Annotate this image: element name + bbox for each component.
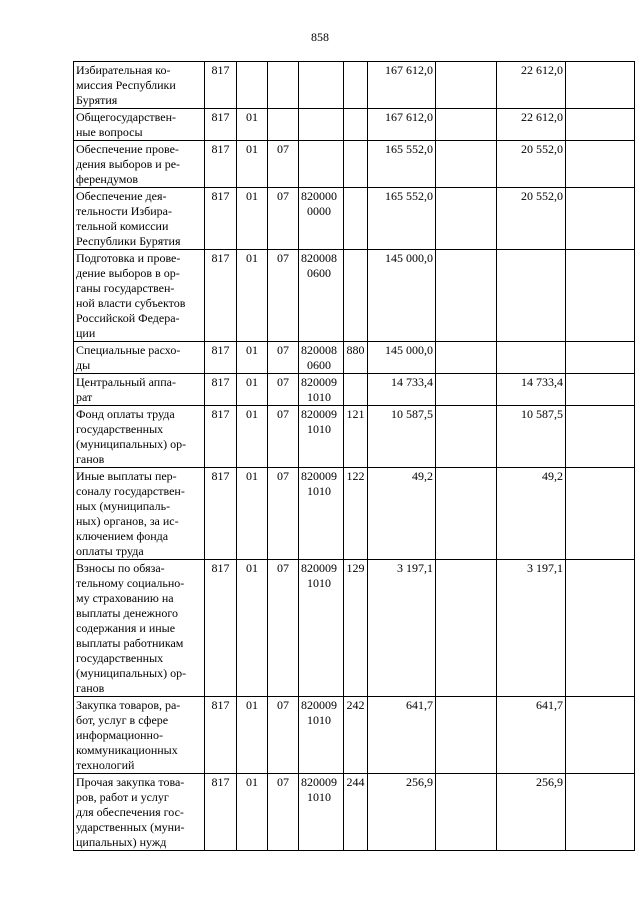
cell-expense-type: 242 — [344, 697, 368, 774]
cell-name-line: Иные выплаты пер- — [76, 469, 177, 483]
cell-amount-4 — [566, 141, 635, 188]
cell-target-article — [299, 109, 344, 141]
cell-amount-1: 256,9 — [368, 774, 436, 851]
cell-section-code: 01 — [237, 250, 268, 342]
cell-amount-4 — [566, 62, 635, 109]
cell-amount-4 — [566, 109, 635, 141]
cell-target-article — [299, 62, 344, 109]
cell-target-article-line: 820000 — [301, 189, 337, 203]
cell-name-line: тельной комиссии — [76, 219, 169, 233]
cell-name-line: ных (муниципаль- — [76, 499, 171, 513]
cell-section-code: 01 — [237, 468, 268, 560]
cell-name-line: технологий — [76, 758, 135, 772]
cell-name — [74, 188, 205, 250]
cell-target-article-line: 1010 — [307, 422, 331, 436]
cell-name-line: Российской Федера- — [76, 311, 180, 325]
cell-name-line: выплаты работникам — [76, 636, 184, 650]
cell-section-code: 01 — [237, 109, 268, 141]
cell-expense-type — [344, 188, 368, 250]
cell-name-line: (муниципальных) ор- — [76, 666, 187, 680]
cell-name-line: Фонд оплаты труда — [76, 407, 175, 421]
cell-name — [74, 560, 205, 697]
cell-section-code — [237, 62, 268, 109]
table-row — [74, 697, 635, 774]
cell-name-line: ной власти субъектов — [76, 296, 186, 310]
cell-target-article-line: 0000 — [307, 204, 331, 218]
cell-amount-4 — [566, 342, 635, 374]
cell-name-line: Обеспечение прове- — [76, 142, 179, 156]
cell-name — [74, 406, 205, 468]
cell-expense-type — [344, 62, 368, 109]
cell-amount-1: 167 612,0 — [368, 109, 436, 141]
cell-name-line: Избирательная ко- — [76, 63, 171, 77]
cell-admin-code: 817 — [205, 560, 237, 697]
cell-amount-4 — [566, 774, 635, 851]
cell-target-article-line: 820009 — [301, 407, 337, 421]
cell-name — [74, 62, 205, 109]
table-row — [74, 188, 635, 250]
cell-amount-2 — [436, 560, 497, 697]
cell-subsection-code: 07 — [268, 774, 299, 851]
cell-amount-2 — [436, 468, 497, 560]
cell-amount-3: 3 197,1 — [497, 560, 566, 697]
cell-name-line: коммуникационных — [76, 743, 178, 757]
cell-name-line: ганы государствен- — [76, 281, 175, 295]
cell-amount-2 — [436, 774, 497, 851]
cell-expense-type — [344, 141, 368, 188]
table-row — [74, 774, 635, 851]
cell-target-article — [299, 342, 344, 374]
cell-expense-type — [344, 374, 368, 406]
cell-amount-3: 22 612,0 — [497, 62, 566, 109]
cell-admin-code: 817 — [205, 250, 237, 342]
cell-subsection-code: 07 — [268, 250, 299, 342]
cell-name-line: ные вопросы — [76, 125, 143, 139]
cell-amount-3 — [497, 250, 566, 342]
cell-name-line: ганов — [76, 452, 105, 466]
cell-expense-type: 122 — [344, 468, 368, 560]
cell-name-line: ров, работ и услуг — [76, 790, 169, 804]
cell-name-line: Прочая закупка това- — [76, 775, 185, 789]
cell-expense-type — [344, 250, 368, 342]
cell-target-article — [299, 374, 344, 406]
cell-subsection-code: 07 — [268, 374, 299, 406]
cell-amount-3: 10 587,5 — [497, 406, 566, 468]
cell-target-article-line: 820009 — [301, 469, 337, 483]
cell-name — [74, 250, 205, 342]
table-body — [74, 62, 635, 851]
cell-expense-type — [344, 109, 368, 141]
table-row — [74, 560, 635, 697]
cell-amount-4 — [566, 188, 635, 250]
cell-name-line: ды — [76, 358, 91, 372]
page-number: 858 — [311, 30, 329, 44]
cell-name-line: тельному социально- — [76, 576, 185, 590]
cell-subsection-code: 07 — [268, 342, 299, 374]
cell-name-line: Подготовка и прове- — [76, 251, 181, 265]
cell-target-article — [299, 697, 344, 774]
table-row — [74, 109, 635, 141]
cell-subsection-code: 07 — [268, 697, 299, 774]
cell-name-line: ударственных (муни- — [76, 820, 185, 834]
cell-name — [74, 342, 205, 374]
cell-amount-1: 145 000,0 — [368, 250, 436, 342]
cell-amount-1: 10 587,5 — [368, 406, 436, 468]
cell-admin-code: 817 — [205, 697, 237, 774]
cell-target-article-line: 0600 — [307, 358, 331, 372]
cell-expense-type: 129 — [344, 560, 368, 697]
cell-name-line: Центральный аппа- — [76, 375, 176, 389]
cell-target-article-line: 1010 — [307, 576, 331, 590]
cell-target-article — [299, 774, 344, 851]
cell-amount-2 — [436, 109, 497, 141]
cell-amount-1: 165 552,0 — [368, 188, 436, 250]
cell-amount-2 — [436, 188, 497, 250]
cell-amount-1: 145 000,0 — [368, 342, 436, 374]
cell-name — [74, 697, 205, 774]
cell-target-article — [299, 468, 344, 560]
cell-name-line: (муниципальных) ор- — [76, 437, 187, 451]
cell-name-line: выплаты денежного — [76, 606, 178, 620]
cell-section-code: 01 — [237, 374, 268, 406]
cell-name — [74, 109, 205, 141]
cell-name-line: ганов — [76, 681, 105, 695]
cell-amount-3: 256,9 — [497, 774, 566, 851]
cell-name-line: государственных — [76, 422, 164, 436]
cell-name — [74, 141, 205, 188]
cell-name — [74, 374, 205, 406]
cell-name-line: Республики Бурятия — [76, 234, 181, 248]
cell-section-code: 01 — [237, 342, 268, 374]
cell-admin-code: 817 — [205, 406, 237, 468]
cell-target-article — [299, 406, 344, 468]
cell-name-line: ции — [76, 326, 96, 340]
cell-target-article — [299, 141, 344, 188]
cell-name — [74, 774, 205, 851]
cell-name-line: миссия Республики — [76, 78, 176, 92]
cell-name-line: ферендумов — [76, 172, 139, 186]
cell-admin-code: 817 — [205, 188, 237, 250]
cell-name-line: рат — [76, 390, 93, 404]
cell-subsection-code — [268, 62, 299, 109]
cell-amount-1: 641,7 — [368, 697, 436, 774]
cell-expense-type: 880 — [344, 342, 368, 374]
cell-name-line: Обеспечение дея- — [76, 189, 167, 203]
cell-admin-code: 817 — [205, 62, 237, 109]
cell-amount-3: 20 552,0 — [497, 188, 566, 250]
cell-amount-2 — [436, 374, 497, 406]
cell-amount-1: 3 197,1 — [368, 560, 436, 697]
cell-amount-2 — [436, 141, 497, 188]
cell-amount-4 — [566, 374, 635, 406]
cell-target-article-line: 820008 — [301, 343, 337, 357]
cell-name-line: Бурятия — [76, 93, 118, 107]
cell-section-code: 01 — [237, 697, 268, 774]
cell-amount-2 — [436, 342, 497, 374]
cell-section-code: 01 — [237, 560, 268, 697]
cell-admin-code: 817 — [205, 141, 237, 188]
cell-amount-4 — [566, 250, 635, 342]
cell-section-code: 01 — [237, 774, 268, 851]
budget-table — [73, 61, 635, 851]
cell-amount-1: 14 733,4 — [368, 374, 436, 406]
cell-name-line: Закупка товаров, ра- — [76, 698, 181, 712]
cell-admin-code: 817 — [205, 374, 237, 406]
cell-amount-3: 641,7 — [497, 697, 566, 774]
cell-target-article-line: 0600 — [307, 266, 331, 280]
cell-subsection-code: 07 — [268, 560, 299, 697]
cell-target-article-line: 1010 — [307, 790, 331, 804]
table-row — [74, 374, 635, 406]
cell-name-line: ципальных) нужд — [76, 835, 167, 849]
cell-target-article-line: 1010 — [307, 713, 331, 727]
cell-name-line: дение выборов в ор- — [76, 266, 180, 280]
cell-amount-3: 14 733,4 — [497, 374, 566, 406]
cell-amount-1: 165 552,0 — [368, 141, 436, 188]
cell-name-line: ключением фонда — [76, 529, 169, 543]
cell-name-line: му страхованию на — [76, 591, 174, 605]
cell-amount-4 — [566, 697, 635, 774]
cell-target-article — [299, 250, 344, 342]
cell-subsection-code: 07 — [268, 468, 299, 560]
cell-admin-code: 817 — [205, 109, 237, 141]
cell-amount-4 — [566, 560, 635, 697]
table-row — [74, 468, 635, 560]
cell-admin-code: 817 — [205, 342, 237, 374]
cell-amount-2 — [436, 406, 497, 468]
cell-target-article-line: 820008 — [301, 251, 337, 265]
cell-amount-4 — [566, 406, 635, 468]
cell-name-line: государственных — [76, 651, 164, 665]
cell-section-code: 01 — [237, 406, 268, 468]
cell-target-article-line: 1010 — [307, 484, 331, 498]
cell-target-article-line: 820009 — [301, 561, 337, 575]
cell-name-line: дения выборов и ре- — [76, 157, 181, 171]
cell-target-article-line: 820009 — [301, 775, 337, 789]
cell-name-line: Взносы по обяза- — [76, 561, 165, 575]
cell-target-article-line: 820009 — [301, 698, 337, 712]
cell-amount-2 — [436, 250, 497, 342]
cell-section-code: 01 — [237, 188, 268, 250]
cell-amount-3: 22 612,0 — [497, 109, 566, 141]
cell-amount-1: 49,2 — [368, 468, 436, 560]
cell-target-article-line: 1010 — [307, 390, 331, 404]
cell-name — [74, 468, 205, 560]
cell-expense-type: 244 — [344, 774, 368, 851]
cell-name-line: информационно- — [76, 728, 163, 742]
table-row — [74, 250, 635, 342]
cell-name-line: бот, услуг в сфере — [76, 713, 169, 727]
cell-amount-3: 49,2 — [497, 468, 566, 560]
cell-target-article — [299, 188, 344, 250]
cell-amount-3 — [497, 342, 566, 374]
cell-subsection-code: 07 — [268, 141, 299, 188]
cell-name-line: для обеспечения гос- — [76, 805, 184, 819]
cell-admin-code: 817 — [205, 774, 237, 851]
cell-target-article — [299, 560, 344, 697]
cell-name-line: Общегосударствен- — [76, 110, 177, 124]
table-row — [74, 406, 635, 468]
cell-amount-3: 20 552,0 — [497, 141, 566, 188]
table-row — [74, 141, 635, 188]
cell-admin-code: 817 — [205, 468, 237, 560]
cell-target-article-line: 820009 — [301, 375, 337, 389]
cell-subsection-code: 07 — [268, 406, 299, 468]
cell-subsection-code: 07 — [268, 188, 299, 250]
cell-amount-4 — [566, 468, 635, 560]
table-row — [74, 62, 635, 109]
cell-amount-2 — [436, 62, 497, 109]
cell-subsection-code — [268, 109, 299, 141]
cell-name-line: ных) органов, за ис- — [76, 514, 179, 528]
table-row — [74, 342, 635, 374]
cell-section-code: 01 — [237, 141, 268, 188]
cell-name-line: содержания и иные — [76, 621, 176, 635]
cell-name-line: тельности Избира- — [76, 204, 172, 218]
cell-name-line: соналу государствен- — [76, 484, 185, 498]
cell-name-line: оплаты труда — [76, 544, 144, 558]
cell-amount-1: 167 612,0 — [368, 62, 436, 109]
cell-name-line: Специальные расхо- — [76, 343, 181, 357]
cell-amount-2 — [436, 697, 497, 774]
cell-expense-type: 121 — [344, 406, 368, 468]
